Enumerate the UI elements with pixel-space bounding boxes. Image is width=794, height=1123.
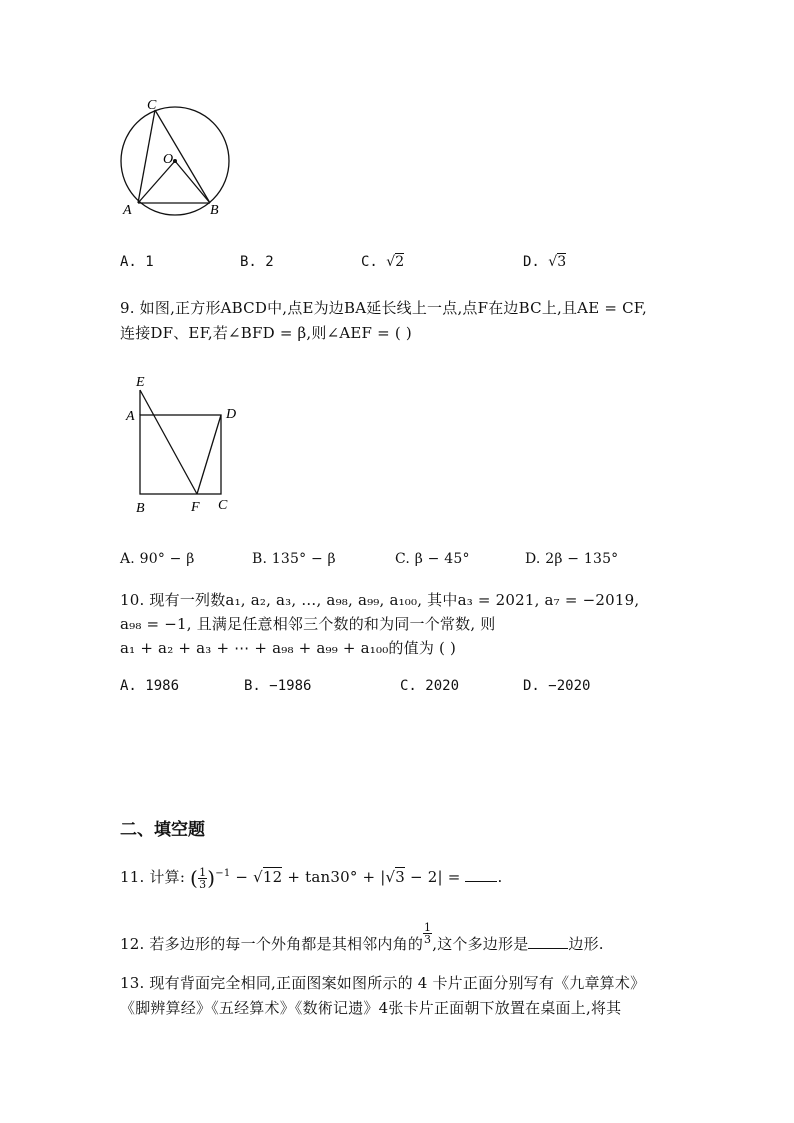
q11-frac-den: 3 [199,877,207,891]
q12-fraction [423,922,432,945]
q8-label-c: C [147,98,157,113]
q11-fraction [198,867,207,890]
q10-option-a: A. 1986 [120,678,180,694]
q8-option-d-radicand: 3 [557,254,567,270]
q8-option-c [361,254,404,270]
q9-line1: 9. 如图,正方形ABCD中,点E为边BA延长线上一点,点F在边BC上,且AE = CF, [120,299,647,317]
q8-option-c-radicand: 2 [395,254,405,270]
q11-frac-num: 1 [199,865,207,879]
q9-option-d: D. 2β − 135° [525,551,619,567]
q12-frac-num: 1 [424,921,432,934]
q9-segment-ef [140,390,197,494]
q11-paren-expr: ( [190,866,199,890]
q11-radicand-3: 3 [395,868,406,886]
q9-option-c: C. β − 45° [395,551,470,567]
q9-segment-df [197,415,221,494]
q9-label-e: E [136,375,145,390]
q11-radicand-12: 12 [262,868,283,886]
q12-suffix: 边形. [568,935,604,953]
q8-option-d [523,254,566,270]
q12-middle: ,这个多边形是 [432,935,529,953]
q12-frac-den: 3 [424,933,432,946]
q13-line2: 《脚辨算经》《五经算术》《数術记遗》4张卡片正面朝下放置在桌面上,将其 [120,999,622,1017]
q11-answer-blank[interactable] [465,881,497,882]
q8-center-point [173,159,177,163]
q11-minus: − [235,868,249,886]
q11-exponent: −1 [215,868,231,879]
q8-option-d-label: D. [523,254,540,270]
q9-label-d: D [226,407,237,422]
q11-sqrt3: √3 [385,868,406,886]
q8-option-c-sqrt: √2 [386,254,405,270]
q9-option-a: A. 90° − β [120,551,195,567]
q8-segment-ob [175,161,210,203]
q9-square-figure [120,370,250,520]
q8-circle-figure [110,95,240,225]
q11-abs-end: − 2| = [410,868,461,886]
q8-label-o: O [163,152,174,167]
q12-prefix: 12. 若多边形的每一个外角都是其相邻内角的 [120,935,424,953]
q12-line [120,922,604,954]
q9-label-c: C [218,498,228,513]
section-heading-fill-in: 二、填空题 [120,820,205,840]
q10-line3: a₁ + a₂ + a₃ + ⋯ + a₉₈ + a₉₉ + a₁₀₀的值为 ( ) [120,639,457,657]
q11-period: . [497,868,503,886]
q9-line2: 连接DF、EF,若∠BFD = β,则∠AEF = ( ) [120,324,412,342]
q9-option-b: B. 135° − β [252,551,336,567]
q8-option-a: A. 1 [120,254,154,270]
q10-line1: 10. 现有一列数a₁, a₂, a₃, …, a₉₈, a₉₉, a₁₀₀, 其中a₃ = 2021, a₇ = −2019, [120,591,640,609]
q10-option-d: D. −2020 [523,678,591,694]
q8-option-c-label: C. [361,254,378,270]
q11-sqrt12: √12 [253,868,283,886]
q10-option-c: C. 2020 [400,678,460,694]
q9-label-f: F [191,500,200,515]
q8-option-d-sqrt: √3 [548,254,567,270]
q12-answer-blank[interactable] [528,948,568,949]
q8-segment-oa [138,161,175,203]
q10-option-b: B. −1986 [244,678,312,694]
q11-tan-part: + tan30° + | [287,868,386,886]
q9-label-a: A [126,409,135,424]
q8-segment-ca [138,110,155,203]
q9-label-b: B [136,501,145,516]
q8-option-b: B. 2 [240,254,274,270]
q11-prefix: 11. 计算: [120,868,186,886]
q10-line2: a₉₈ = −1, 且满足任意相邻三个数的和为同一个常数, 则 [120,615,496,633]
q8-label-b: B [210,203,219,218]
q8-label-a: A [123,203,132,218]
q13-line1: 13. 现有背面完全相同,正面图案如图所示的 4 卡片正面分别写有《九章算术》 [120,974,646,992]
q11-line: 11. 计算: ( $\frac{1}{3}$ )$^{-1}$ − √12 + tan30° + |√3 − 2| = . [120,865,503,891]
